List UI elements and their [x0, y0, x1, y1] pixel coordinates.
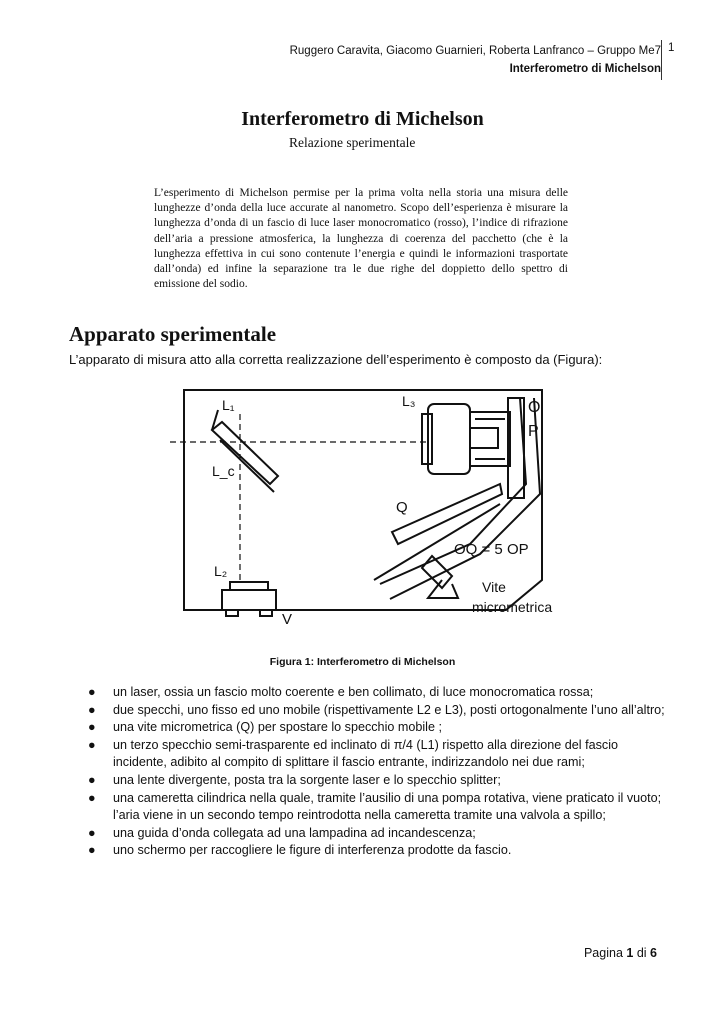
label-q: Q — [396, 499, 408, 516]
equipment-list — [88, 684, 668, 860]
footer-middle: di — [636, 946, 647, 960]
label-v: V — [282, 611, 293, 628]
label-screw-2: micrometrica — [472, 599, 553, 615]
bullet-icon: ● — [88, 825, 96, 840]
section-intro: L’apparato di misura atto alla corretta realizzazione dell’esperimento è composto da (Figura): — [69, 352, 603, 367]
bullet-icon: ● — [88, 737, 96, 752]
list-item: ● un laser, ossia un fascio molto coerente e ben collimato, di luce monocromatica rossa; — [88, 684, 668, 702]
footer-current-page: 1 — [626, 946, 634, 960]
label-p: P — [528, 423, 539, 440]
list-item: ● una guida d’onda collegata ad una lampadina ad incandescenza; — [88, 825, 668, 843]
page-subtitle: Relazione sperimentale — [289, 135, 416, 150]
label-screw-1: Vite — [482, 579, 506, 595]
label-lc: L_c — [212, 463, 235, 479]
mirror-l3-assembly — [422, 398, 524, 498]
michelson-diagram — [170, 384, 560, 639]
footer-prefix: Pagina — [583, 946, 623, 960]
footer-total-pages: 6 — [650, 946, 657, 960]
header-authors: Ruggero Caravita, Giacomo Guarnieri, Roberta Lanfranco – Gruppo Me7 — [289, 45, 661, 57]
bullet-icon: ● — [88, 720, 96, 735]
running-header — [290, 42, 661, 78]
bullet-icon: ● — [88, 772, 96, 787]
label-l3: L₃ — [402, 393, 416, 409]
bullet-icon: ● — [88, 790, 96, 805]
beam-splitter-l1 — [212, 410, 278, 492]
header-page-number: 1 — [668, 42, 675, 54]
list-item: ● una vite micrometrica (Q) per spostare lo specchio mobile ; — [88, 719, 668, 737]
figure-caption: Figura 1: Interferometro di Michelson — [269, 656, 456, 668]
mirror-l2-block — [222, 582, 276, 616]
bullet-icon: ● — [88, 702, 96, 717]
label-l2: L₂ — [214, 563, 228, 579]
list-item: ● una lente divergente, posta tra la sorgente laser e lo specchio splitter; — [88, 772, 668, 790]
list-item: ● due specchi, uno fisso ed uno mobile (rispettivamente L2 e L3), posti ortogonalmente l’uno all’altro; — [88, 702, 668, 720]
label-l1: L₁ — [222, 397, 235, 413]
header-subtitle: Interferometro di Michelson — [509, 63, 661, 75]
bullet-icon: ● — [88, 843, 96, 858]
page-title: Interferometro di Michelson — [241, 108, 484, 130]
list-item: ● uno schermo per raccogliere le figure di interferenza prodotte da fascio. — [88, 842, 668, 860]
page-footer — [584, 946, 657, 960]
diagram-svg — [170, 384, 560, 634]
list-item: ● una cameretta cilindrica nella quale, tramite l’ausilio di una pompa rotativa, viene praticato il vuoto; l’aria viene in un secondo tempo reintrodotta nella cameretta tramite una valvola a spillo; — [88, 790, 662, 823]
abstract-paragraph: L’esperimento di Michelson permise per la prima volta nella storia una misura delle lunghezze d’onda della luce accurate al nanometro. Scopo dell’esperienza è misurare la lunghezza d’onda di un fascio di luce laser monocromatico (rosso), l’indice di rifrazione dell’aria a pressione atmosferica, la lunghezza di coerenza del pacchetto (che è la lunghezza effettiva in cui sono contenute l’energia e quindi le informazioni trasportate dall’onda) ed infine la separazione tra le due righe del doppietto dello spettro di emissione del sodio. — [154, 187, 568, 291]
label-o: O — [528, 399, 541, 416]
section-heading: Apparato sperimentale — [69, 322, 277, 346]
bullet-icon: ● — [88, 685, 96, 699]
micrometer-screw — [422, 556, 458, 598]
label-ratio: OQ = 5 OP — [454, 541, 529, 558]
list-item: ● un terzo specchio semi-trasparente ed inclinato di π/4 (L1) rispetto alla direzione del fascio incidente, adibito al compito di splittare il fascio entrante, indirizzandolo nei due rami; — [88, 737, 619, 770]
header-divider — [661, 40, 662, 80]
